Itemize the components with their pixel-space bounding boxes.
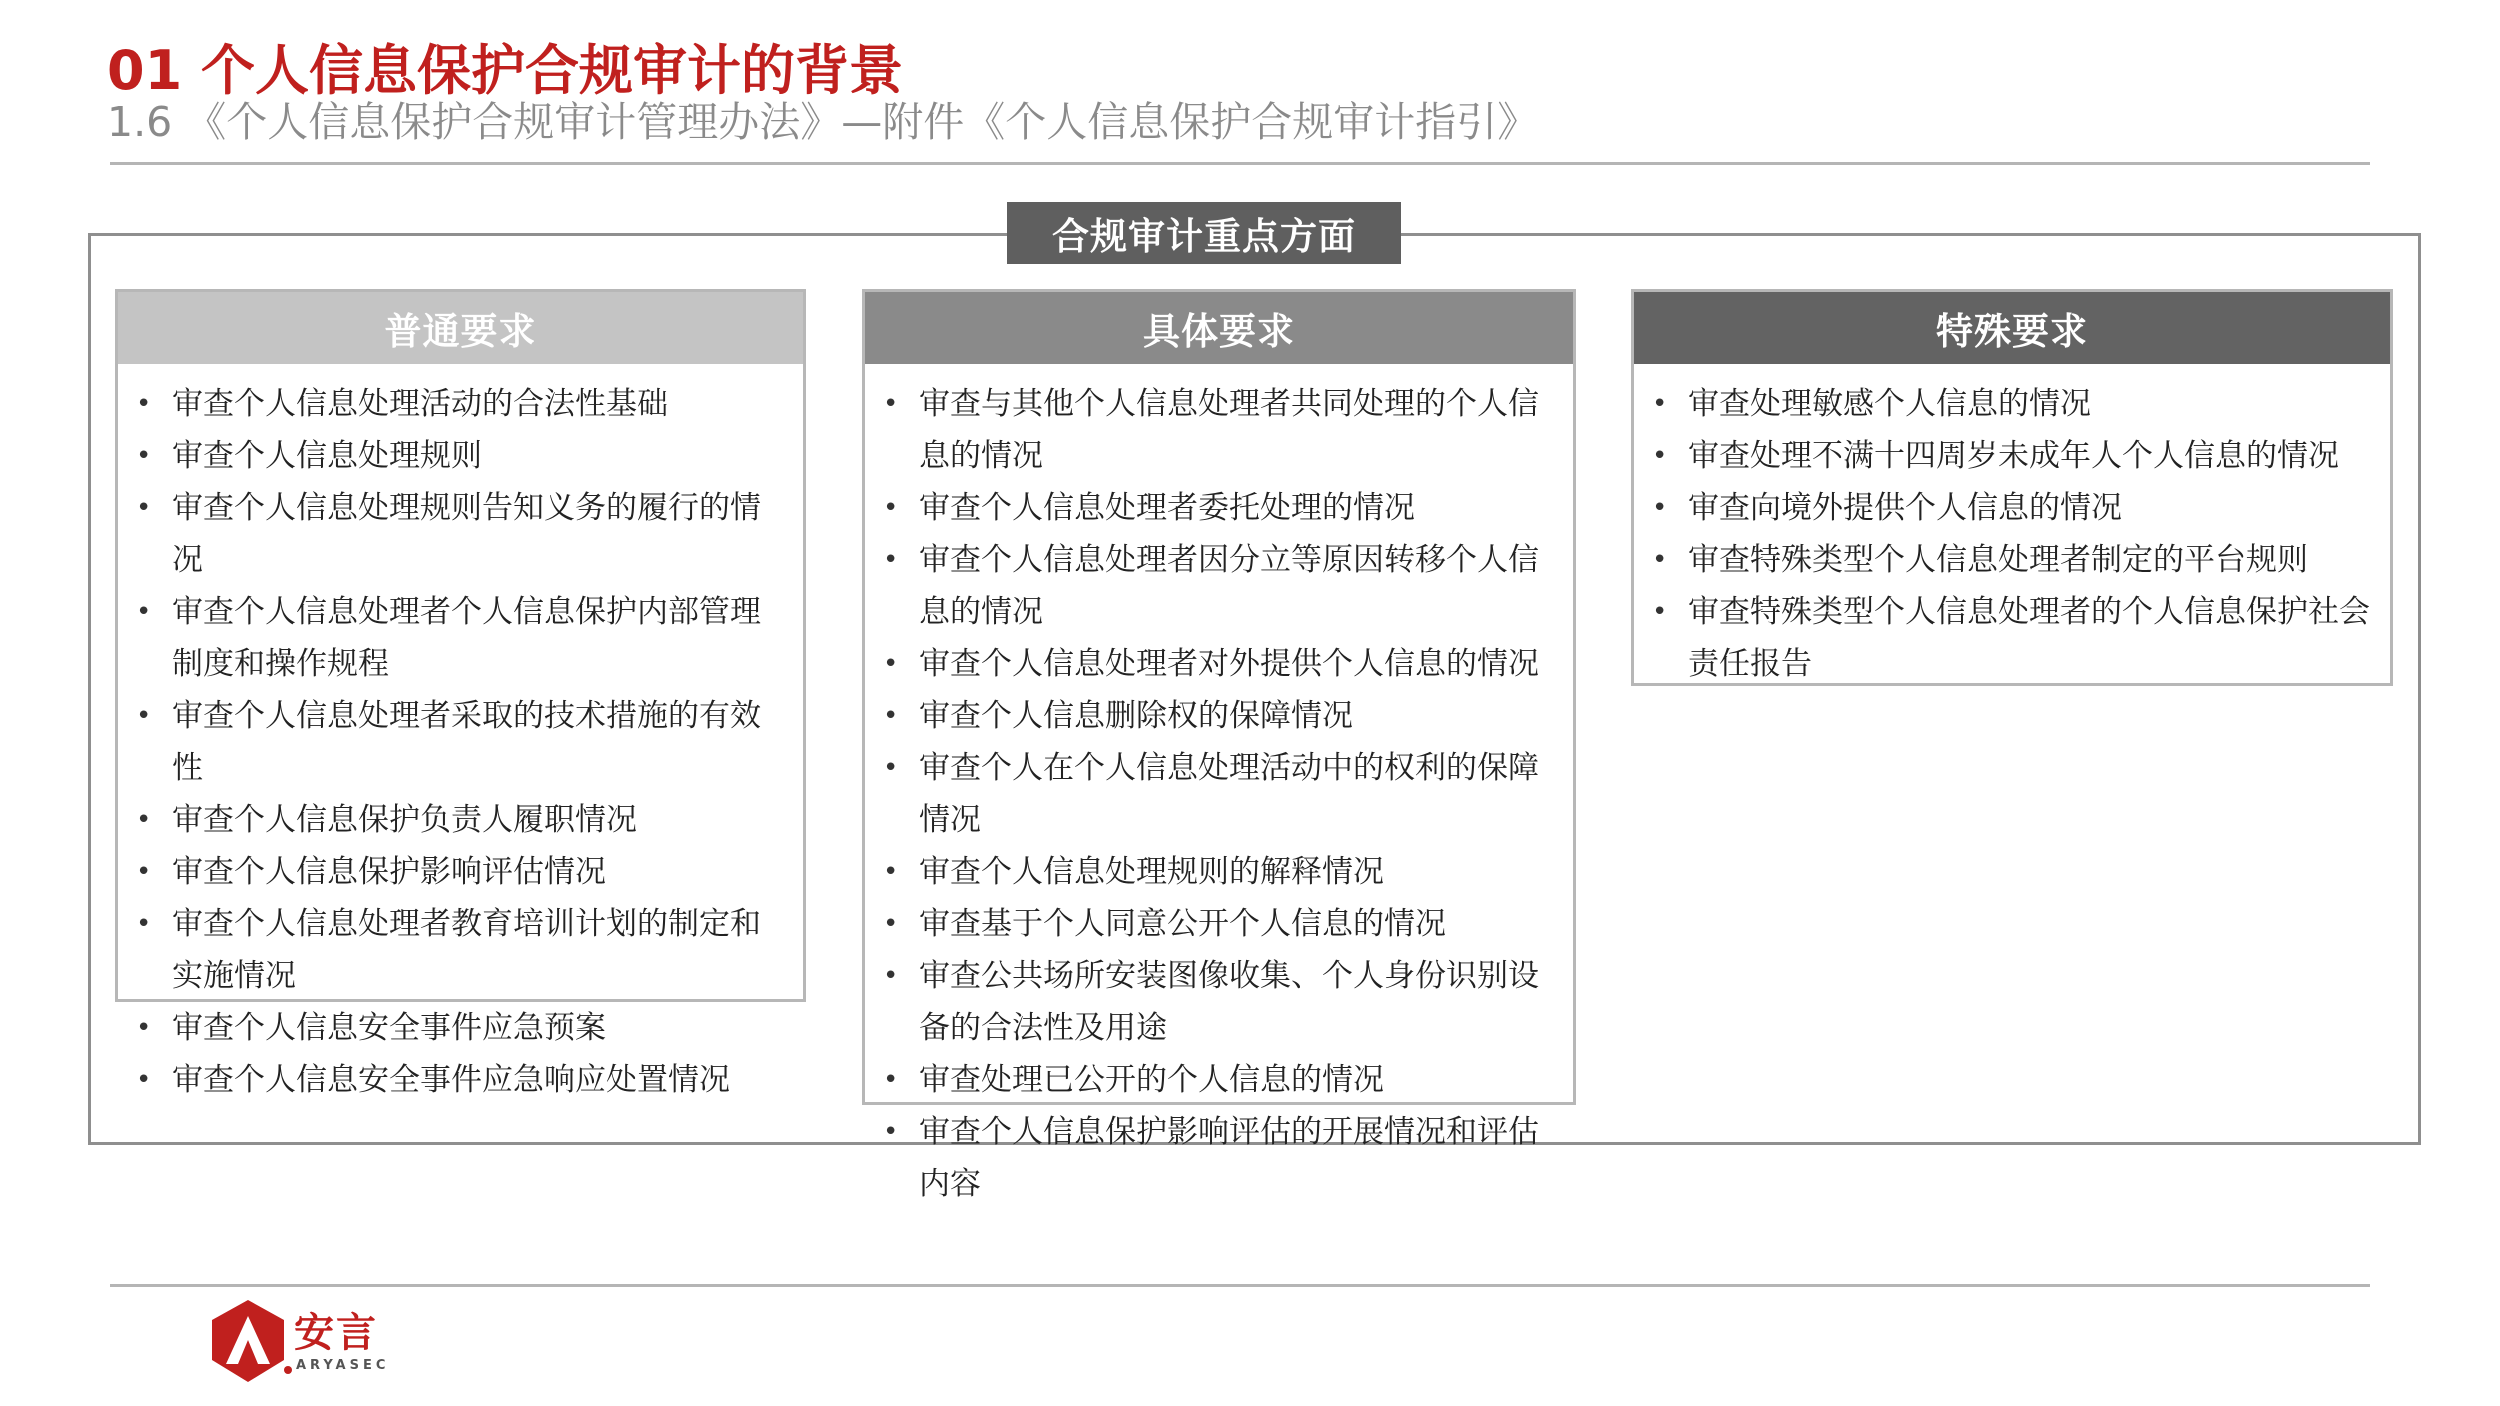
page-title: 01 个人信息保护合规审计的背景 [107, 39, 903, 102]
list-item: • 审查个人信息处理者对外提供个人信息的情况 [865, 638, 1553, 690]
requirement-list [118, 364, 803, 1106]
list-item: • 审查处理敏感个人信息的情况 [1634, 378, 2370, 430]
list-item: • 审查个人信息处理规则告知义务的履行的情况 [118, 482, 783, 586]
requirement-list [865, 364, 1573, 1210]
list-item: • 审查处理不满十四周岁未成年人个人信息的情况 [1634, 430, 2370, 482]
page-subtitle: 1.6 《个人信息保护合规审计管理办法》—附件《个人信息保护合规审计指引》 [107, 98, 1539, 146]
special-requirements-panel [1631, 289, 2393, 686]
panel-header: 普通要求 [118, 292, 803, 364]
company-logo-name: 安言 [294, 1310, 378, 1356]
list-item: • 审查公共场所安装图像收集、个人身份识别设备的合法性及用途 [865, 950, 1553, 1054]
list-item: • 审查处理已公开的个人信息的情况 [865, 1054, 1553, 1106]
list-item: • 审查个人在个人信息处理活动中的权利的保障情况 [865, 742, 1553, 846]
panel-header: 特殊要求 [1634, 292, 2390, 364]
header-divider [110, 162, 2370, 165]
footer-divider [110, 1284, 2370, 1287]
panel-header: 具体要求 [865, 292, 1573, 364]
list-item: • 审查个人信息删除权的保障情况 [865, 690, 1553, 742]
list-item: • 审查特殊类型个人信息处理者的个人信息保护社会责任报告 [1634, 586, 2370, 690]
list-item: • 审查向境外提供个人信息的情况 [1634, 482, 2370, 534]
list-item: • 审查个人信息保护负责人履职情况 [118, 794, 783, 846]
list-item: • 审查个人信息处理者采取的技术措施的有效性 [118, 690, 783, 794]
list-item: • 审查基于个人同意公开个人信息的情况 [865, 898, 1553, 950]
list-item: • 审查个人信息保护影响评估的开展情况和评估内容 [865, 1106, 1553, 1210]
general-requirements-panel [115, 289, 806, 1098]
list-item: • 审查个人信息处理者因分立等原因转移个人信息的情况 [865, 534, 1553, 638]
list-item: • 审查个人信息处理活动的合法性基础 [118, 378, 783, 430]
list-item: • 审查特殊类型个人信息处理者制定的平台规则 [1634, 534, 2370, 586]
requirement-list [1634, 364, 2390, 690]
list-item: • 审查个人信息处理规则 [118, 430, 783, 482]
specific-requirements-panel [862, 289, 1576, 1202]
frame-label: 合规审计重点方面 [1007, 202, 1401, 264]
list-item: • 审查个人信息安全事件应急响应处置情况 [118, 1054, 783, 1106]
list-item: • 审查个人信息安全事件应急预案 [118, 1002, 783, 1054]
list-item: • 审查与其他个人信息处理者共同处理的个人信息的情况 [865, 378, 1553, 482]
company-logo-subtitle: ARYASEC [296, 1358, 390, 1373]
list-item: • 审查个人信息处理者个人信息保护内部管理制度和操作规程 [118, 586, 783, 690]
list-item: • 审查个人信息处理者教育培训计划的制定和实施情况 [118, 898, 783, 1002]
list-item: • 审查个人信息处理者委托处理的情况 [865, 482, 1553, 534]
list-item: • 审查个人信息保护影响评估情况 [118, 846, 783, 898]
list-item: • 审查个人信息处理规则的解释情况 [865, 846, 1553, 898]
